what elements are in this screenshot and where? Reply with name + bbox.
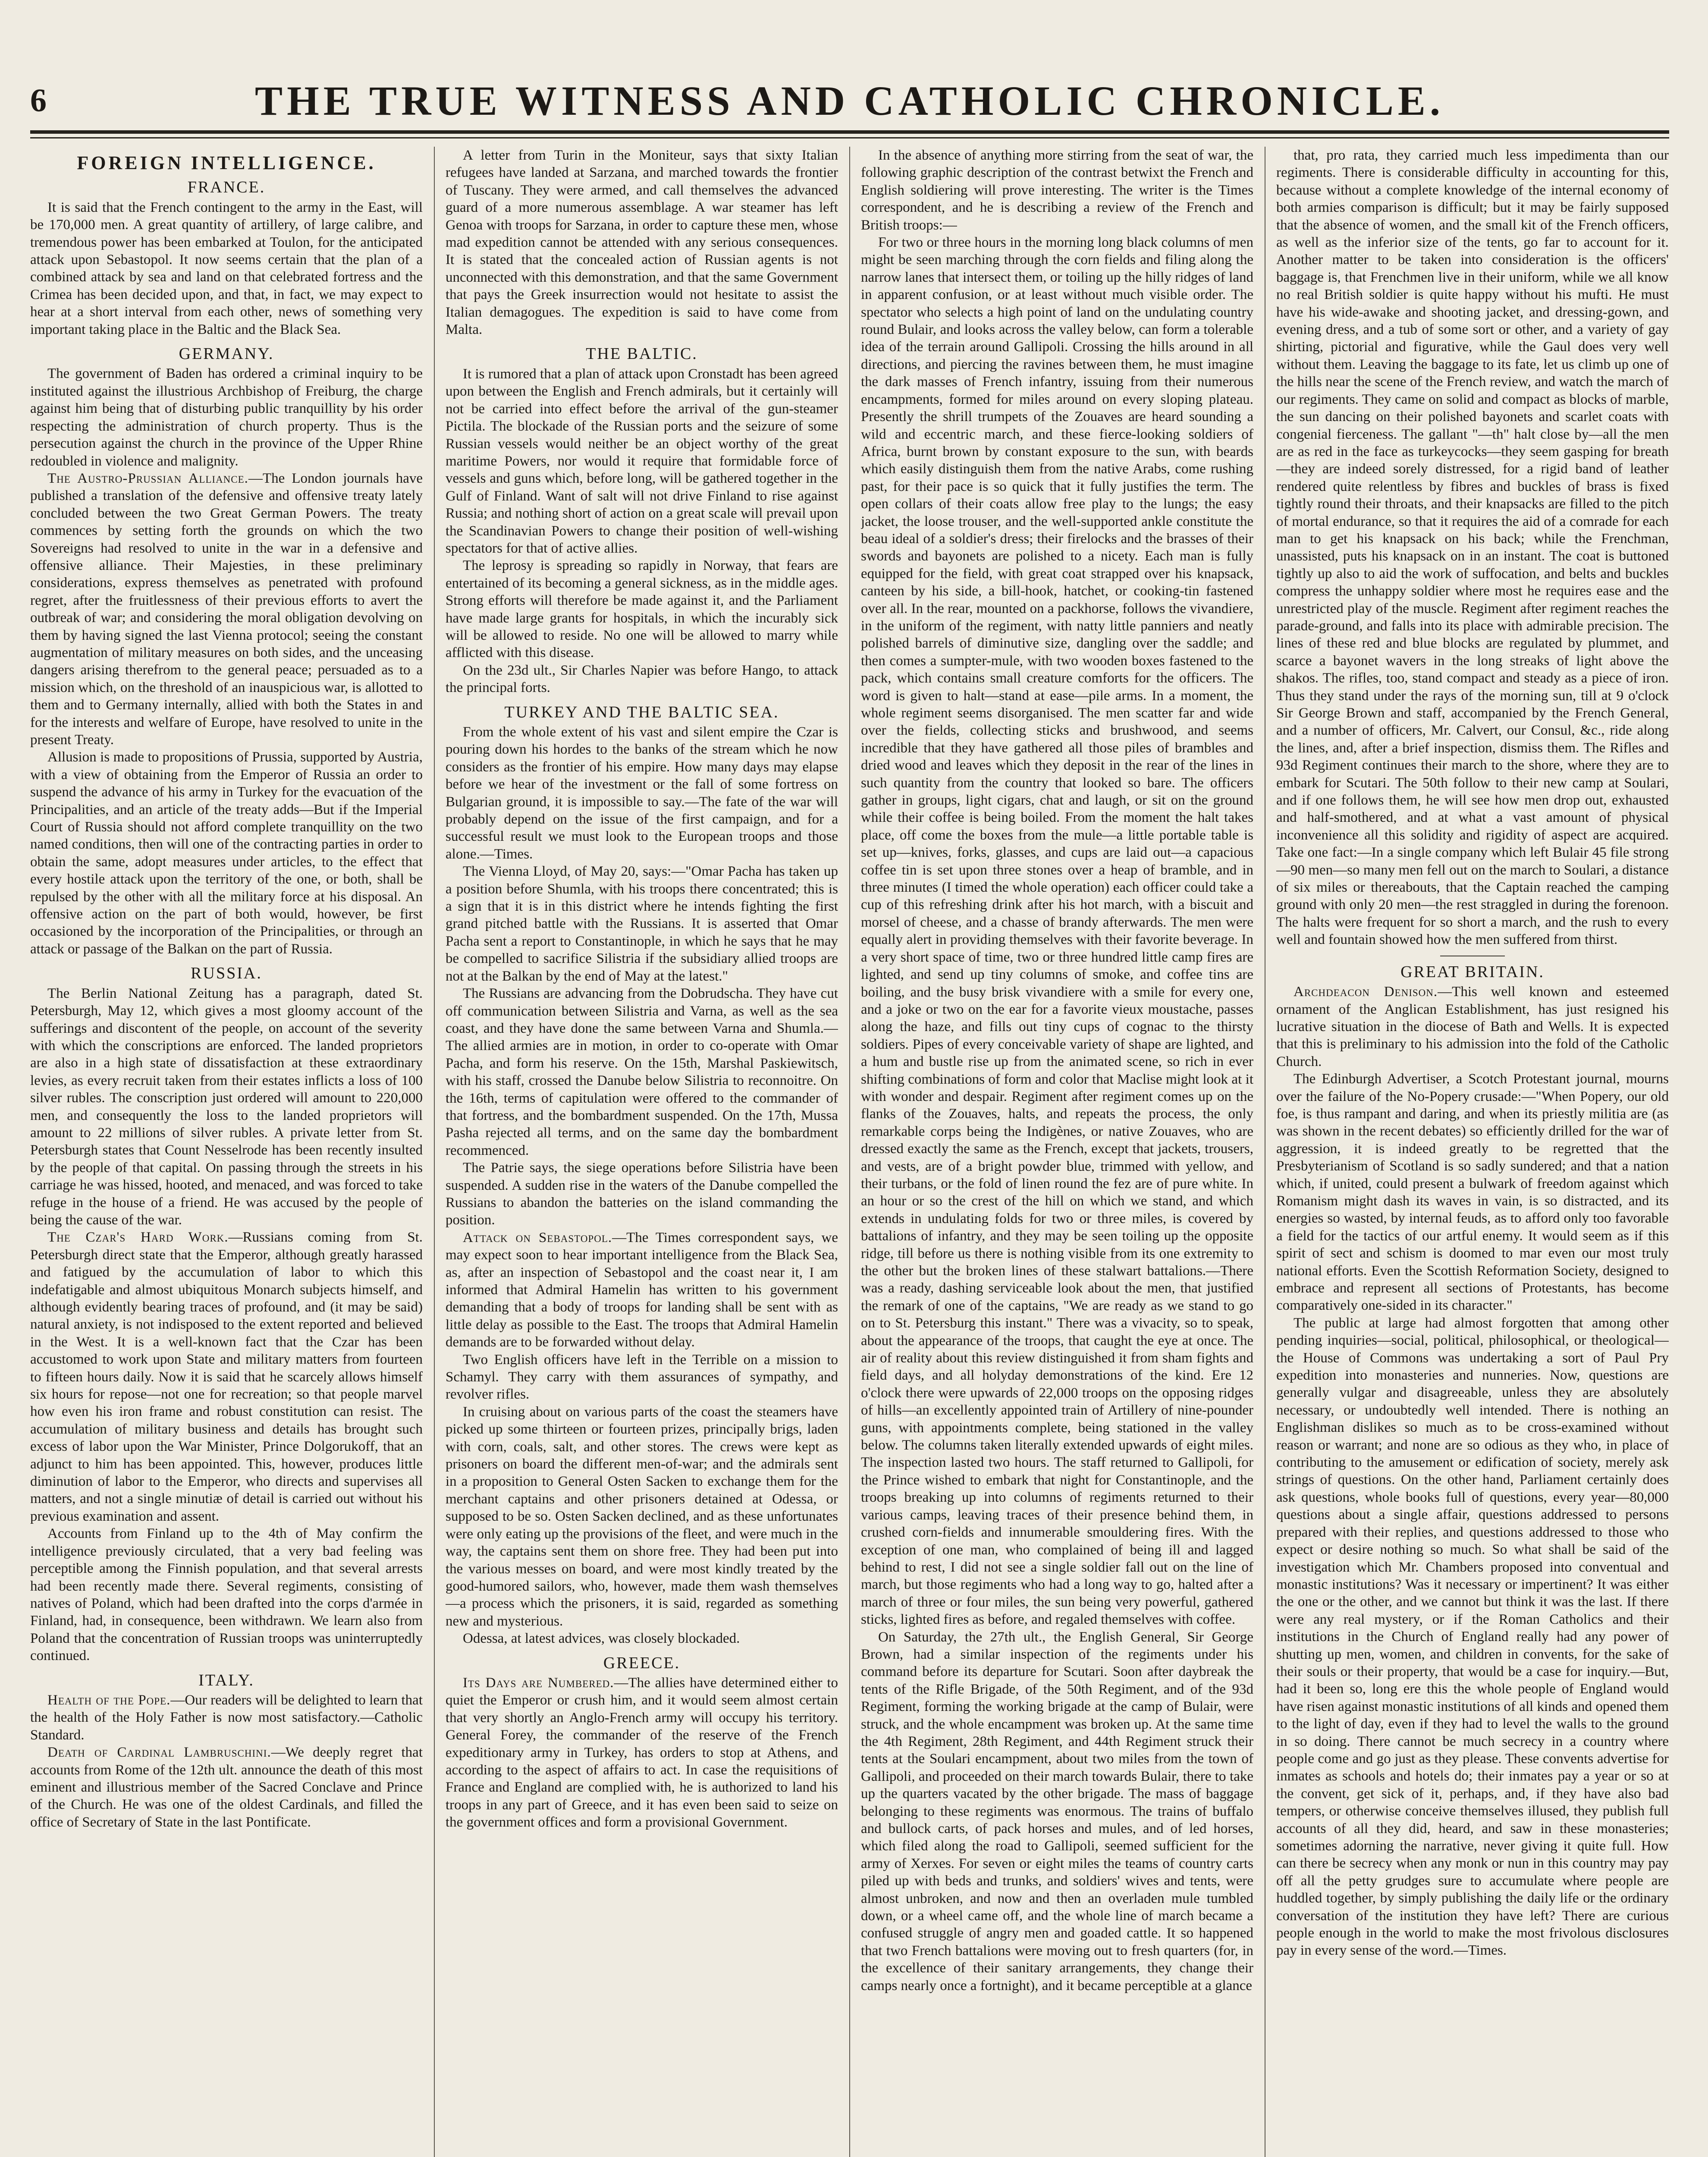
article-paragraph: The government of Baden has ordered a criminal inquiry to be instituted against the illustrious Archbishop of Freiburg, the charge against him being that of disturbing public tranquillity by his order respecting the administration of church property. Thus is the persecution against the church in the province of the Upper Rhine redoubled in violence and malignity. (30, 366, 423, 469)
page-number: 6 (30, 82, 47, 119)
paragraph-text: —The allies have determined either to quiet the Emperor or crush him, and it would seem almost certain that very shortly an Anglo-French army will occupy his territory. General Forey, the commander of the reserve of the French expeditionary army in Turkey, has orders to stop at Athens, and according to the aspect of affairs to act. In case the requisitions of France and England are complied with, he is authorized to land his troops in any part of Greece, and it has even been said to seize on the government offices and form a provisional Government. (446, 1675, 838, 1830)
article-paragraph: The public at large had almost forgotten that among other pending inquiries—social, political, philosophical, or theological—the House of Commons was undertaking a sort of Paul Pry expedition into monasteries and nunneries. Now, questions are generally vulgar and disagreeable, unless they are absolutely necessary, or undoubtedly well intended. There is nothing an Englishman dislikes so much as to be cross-examined without reason or warrant; and none are so odious as they who, in place of contributing to the amusement or edification of society, merely ask strings of questions. On the other hand, Parliament certainly does ask questions, whole books full of questions, every year—80,000 questions about a single affair, questions addressed to persons prepared with their replies, and questions addressed to those who expect or desire nothing so much. So what shall be said of the investigation which Mr. Chambers proposed into conventual and monastic institutions? Was it necessary or impertinent? It was either the one or the other, and we cannot but think it was the last. If there were any real mystery, or if the Roman Catholics and their institutions in the Church of England really had any power of shutting up men, women, and children in convents, for the sake of their souls or their property, that would be a case for inquiry.—But, had it been so, long ere this the whole people of England would have risen against monastic institutions of all kinds and opened them to the light of day, even if they had to level the walls to the ground in so doing. There cannot be much secrecy in a country where people come and go just as they please. These convents advertise for inmates as schools and hotels do; their inmates pay a year or so at the convent, get sick of it, perhaps, and, if they have also bad tempers, or otherwise conceive themselves illused, they publish full accounts of all they did, heard, and saw in these monasteries; sometimes adorning the narrative, never giving it quite full. How can there be secrecy when any monk or nun in this country may pay off all the petty grudges sure to accumulate where people are huddled together, by simply publishing the daily life or the ordinary conversation of the institution they have left? There are curious people enough in the world to make the most frivolous disclosures pay in every sense of the word.—Times. (1276, 1315, 1669, 1959)
paragraph-lead: Attack on Sebastopol. (463, 1229, 612, 1245)
article-paragraph: On Saturday, the 27th ult., the English General, Sir George Brown, had a similar inspection of the regiments under his command before its departure for Scutari. Soon after daybreak the tents of the Rifle Brigade, of the 50th Regiment, and of the 93d Regiment, forming the working brigade at the camp of Bulair, were struck, and the whole encampment was broken up. At the same time the 4th Regiment, 28th Regiment, and 44th Regiment struck their tents at the Soulari encampment, about two miles from the town of Gallipoli, and proceeded on their march towards Bulair, there to take up the quarters vacated by the other brigade. The mass of baggage belonging to these regiments was enormous. The trains of buffalo and bullock carts, of pack horses and mules, and of led horses, which filed along the road to Gallipoli, seemed sufficient for the army of Xerxes. For seven or eight miles the teams of country carts piled up with beds and trunks, and soldiers' wives and tents, were almost unbroken, and now and then an overladen mule tumbled down, or a wheel came off, and the whole line of march became a confused struggle of angry men and goaded cattle. It so happened that two French battalions were moving out to fresh quarters (for, in the excellence of their sanitary arrangements, they change their camps nearly once a fortnight), and it became perceptible at a glance (861, 1629, 1253, 1993)
paragraph-text: —This well known and esteemed ornament of the Anglican Establishment, has just resigned his lucrative situation in the diocese of Bath and Wells. It is expected that this is preliminary to his admission into the fold of the Catholic Church. (1276, 984, 1669, 1069)
paragraph-text: —We deeply regret that accounts from Rome of the 12th ult. announce the death of this most eminent and illustrious member of the Sacred Conclave and Prince of the Church. He was one of the oldest Cardinals, and filled the office of Secretary of State in the last Pontificate. (30, 1745, 423, 1830)
article-paragraph: For two or three hours in the morning long black columns of men might be seen marching through the corn fields and filing along the narrow lanes that intersect them, or toiling up the hilly ridges of land in apparent confusion, or at least without much visible order. The spectator who selects a high point of land on the undulating country round Bulair, and looks across the valley below, can form a tolerable idea of the terrain around Gallipoli. Crossing the hills around in all directions, and piercing the ravines between them, he must imagine the dark masses of French infantry, issuing from their numerous encampments, formed for miles around on every sloping plateau. Presently the shrill trumpets of the Zouaves are heard sounding a wild and eccentric march, and these fierce-looking soldiers of Africa, burnt brown by constant exposure to the sun, with beards which easily distinguish them from the native Arabs, come rushing past, for their pace is so quick that it fully justifies the term. The open collars of their coats allow free play to the lungs; the easy jacket, the loose trouser, and the well-supported ankle constitute the beau ideal of a soldier's dress; their firelocks and the brasses of their swords and bayonets are polished to a nicety. Each man is fully equipped for the field, with great coat strapped over his knapsack, canteen by his side, a bill-hook, hatchet, or cooking-tin fastened over all. In the rear, mounted on a packhorse, follows the vivandiere, in the uniform of the regiment, with natty little panniers and neatly polished barrels of diminutive size, dangling over the saddle; and then comes a sumpter-mule, with two wooden boxes fastened to the pack, which contains small creature comforts for the officers. The word is given to halt—stand at ease—pile arms. In a moment, the whole regiment seems disorganised. The men scatter far and wide over the fields, collecting sticks and brushwood, and seems incredible that they have gathered all those piles of brambles and dried wood and leaves which they deposit in the rear of the lines in such quantity from the country that looked so bare. The officers gather in groups, light cigars, chat and laugh, or sit on the ground while their coffee is being boiled. From the moment the halt takes place, off come the boxes from the mule—a little portable table is set up—knives, forks, glasses, and cups are laid out—a capacious coffee tin is set upon three stones over a heap of bramble, and in three minutes (I timed the whole operation) each officer could take a cup of this refreshing drink after his hot march, with a biscuit and morsel of cheese, and a chasse of brandy afterwards. The men were equally alert in providing themselves with their favorite beverage. In a very short space of time, two or three hundred little camp fires are lighted, and send up tiny columns of smoke, and coffee tins are boiling, and the busy brisk vivandiere with a smile for every one, and a joke or two on the ear for a favorite vieux moustache, passes along the haze, and fills out tiny cups of cognac to the thirsty soldiers. Pipes of every conceivable variety of shape are lighted, and a hum and bustle rise up from the animated scene, so rich in ever shifting combinations of form and color that Maclise might look at it with wonder and despair. Regiment after regiment comes up on the flanks of the Zouaves, halts, and repeats the process, the only remarkable corps being the Indigènes, or native Zouaves, who are dressed exactly the same as the French, except that jackets, trousers, and vests, are of a bright powder blue, trimmed with yellow, and their turbans, or the fold of linen round the fez are of pure white. In an hour or so the crest of the hill on which we stand, and which extends in undulating folds for two or three miles, is covered by battalions of infantry, and they may be seen toiling up the opposite ridge, till before us there is nothing visible from its one extremity to the other but the broken lines of these stalwart battalions.—There was a ready, dashing serviceable look about the men, that justified the remark of one of the captains, "We are ready as we stand to go on to St. Petersburg this instant." There was a vivacity, so to speak, about the appearance of the troops, that caught the eye at once. The air of reality about this review distinguished it from sham fights and field days, and all holyday demonstrations of the kind. Ere 12 o'clock there were upwards of 22,000 troops on the opposing ridges of hills—an excellently appointed train of Artillery of nine-pounder guns, with appointments complete, being stationed in the valley below. The columns taken literally extended upwards of eight miles. The inspection lasted two hours. The staff returned to Gallipoli, for the Prince wished to embark that night for Constantinople, and the troops breaking up into columns of regiments returned to their various camps, leaving traces of their presence behind them, in crushed corn-fields and innumerable smouldering fires. With the exception of one man, who complained of being ill and lagged behind to rest, I did not see a single soldier fall out on the line of march, but those regiments who had a long way to go, halted after a march of three or four miles, the sun being very powerful, gathered sticks, lighted fires as before, and regaled themselves with coffee. (861, 235, 1253, 1628)
section-heading-turkey-baltic: TURKEY AND THE BALTIC SEA. (504, 703, 779, 721)
section-heading-foreign-intelligence: FOREIGN INTELLIGENCE. (77, 152, 376, 173)
section-heading-greece: GREECE. (603, 1654, 681, 1672)
paragraph-lead: Archdeacon Denison. (1294, 984, 1438, 1000)
article-paragraph: The Edinburgh Advertiser, a Scotch Protestant journal, mourns over the failure of the No-Popery crusade:—"When Popery, our old foe, is thus rampant and daring, and when its priestly militia are (as was shown in the recent debates) so efficiently drilled for the war of aggression, it is indeed greatly to be regretted that the Presbyterianism of Scotland is so sadly sundered; and that a nation which, if united, could present a bulwark of freedom against which Romanism might dash its waves in vain, is so distracted, and its energies so wasted, by internal feuds, as to afford only too favorable a field for the tactics of our artful enemy. It would seem as if this spirit of sect and schism is doomed to mar even our most truly national efforts. Even the Scottish Reformation Society, designed to embrace and represent all sections of Protestants, has become comparatively one-sided in its character." (1276, 1071, 1669, 1314)
article-paragraph: The Berlin National Zeitung has a paragraph, dated St. Petersburgh, May 12, which gives a most gloomy account of the sufferings and discontent of the people, on account of the severity with which the conscriptions are enforced. The landed proprietors are also in a high state of dissatisfaction at these extraordinary levies, as every recruit taken from their estates inflicts a loss of 100 silver rubles. The conscription just ordered will amount to 220,000 men, and consequently the loss to the landed proprietors will amount to 22 millions of silver rubles. A private letter from St. Petersburgh states that Count Nesselrode has been recently insulted by the people of that capital. On passing through the streets in his carriage he was hissed, hooted, and menaced, and was forced to take refuge in the house of a friend. He was accused by the people of being the cause of the war. (30, 985, 423, 1228)
article-paragraph: Allusion is made to propositions of Prussia, supported by Austria, with a view of obtaining from the Emperor of Russia an order to suspend the advance of his army in Turkey for the evacuation of the Principalities, and an article of the treaty adds—But if the Imperial Court of Russia should not afford complete tranquillity on the two named conditions, then will one of the contracting parties in order to obtain the same, adopt measures under articles, to the effect that every hostile attack upon the territory of the one, or both, shall be repulsed by the other with all the military force at his disposal. An offensive action on the part of both would, however, be first occasioned by the incorporation of the Principalities, or through an attack or passage of the Balkan on the part of Russia. (30, 749, 423, 957)
article-paragraph: From the whole extent of his vast and silent empire the Czar is pouring down his hordes to the banks of the stream which he now considers as the frontier of his empire. How many days may elapse before we hear of the investment or the fall of some fortress on Bulgarian ground, it is impossible to say.—The fate of the war will probably depend on the issue of the first campaign, and for a successful result we must look to the European troops and those alone.—Times. (446, 724, 838, 862)
paragraph-lead: Death of Cardinal Lambruschini. (47, 1745, 271, 1761)
column-2 (446, 147, 838, 2157)
article-paragraph (30, 1229, 423, 1525)
article-paragraph: Accounts from Finland up to the 4th of May confirm the intelligence previously circulated, that a very bad feeling was perceptible among the Finnish population, and that several arrests had been recently made there. Several regiments, consisting of natives of Poland, which had been drafted into the corps d'armée in Finland, had, in consequence, been withdrawn. We learn also from Poland that the concentration of Russian troops was uninterruptedly continued. (30, 1526, 423, 1664)
article-paragraph: In cruising about on various parts of the coast the steamers have picked up some thirteen or fourteen prizes, principally brigs, laden with corn, coals, salt, and other stores. The crews were kept as prisoners on board the different men-of-war; and the admirals sent in a proposition to General Osten Sacken to exchange them for the merchant captains and other prisoners detained at Odessa, or supposed to be so. Osten Sacken declined, and as these unfortunates were only eating up the provisions of the fleet, and were much in the way, the captains sent them on shore free. They had been put into the various messes on board, and were most kindly treated by the good-humored sailors, who, however, made them wash themselves—a process which the prisoners, it is said, regarded as something new and mysterious. (446, 1404, 838, 1629)
article-paragraph: It is said that the French contingent to the army in the East, will be 170,000 men. A great quantity of artillery, of large calibre, and tremendous power has been embarked at Toulon, for the anticipated attack upon Sebastopol. It now seems certain that the plan of a combined attack by sea and land on that celebrated fortress and the Crimea has been decided upon, and that, in fact, we may expect to hear at a short interval from each other, news of something very important taking place in the Baltic and the Black Sea. (30, 199, 423, 337)
article-paragraph: On the 23d ult., Sir Charles Napier was before Hango, to attack the principal forts. (446, 662, 838, 696)
article-paragraph (446, 1229, 838, 1351)
article-paragraph: In the absence of anything more stirring from the seat of war, the following graphic description of the contrast betwixt the French and English soldiering will prove interesting. The writer is the Times correspondent, and he is describing a review of the French and British troops:— (861, 148, 1253, 233)
paragraph-lead: The Austro-Prussian Alliance. (47, 470, 248, 486)
column-1 (30, 147, 423, 2157)
section-heading-russia: RUSSIA. (191, 964, 262, 983)
section-heading-italy: ITALY. (198, 1671, 254, 1689)
article-paragraph: that, pro rata, they carried much less impedimenta than our regiments. There is considerable difficulty in accounting for this, because without a complete knowledge of the internal economy of both armies comparison is difficult; but it may be fairly supposed that the absence of women, and the small kit of the French officers, as well as the inferior size of the tents, go far to account for it. Another matter to be taken into consideration is the officers' baggage is, that Frenchmen live in their uniform, while we all know no real British soldier is quite happy without his mufti. He must have his wide-awake and shooting jacket, and dressing-gown, and evening dress, and a tub of some sort or other, and a variety of gay shirting, pictorial and figurative, while the Gaul does very well without them. Leaving the baggage to its fate, let us climb up one of the hills near the scene of the French review, and watch the march of our regiments. They came on solid and compact as blocks of marble, the sun dancing on their polished bayonets and scarlet coats with congenial fierceness. The gallant "—th" halt close by—all the men are as red in the face as turkeycocks—they seem gasping for breath—they are indeed sorely distressed, for a rigid band of leather rendered quite relentless by fibres and buckles of brass is fixed tightly round their throats, and their knapsacks are filled to the pitch of mortal endurance, so that it requires the aid of a comrade for each man to get his knapsack on his back; while the Frenchman, unassisted, puts his knapsack on in an instant. The coat is buttoned tightly up also to aid the work of suffocation, and belts and buckles compress the unhappy soldier where most he requires ease and the unrestricted play of the muscle. Regiment after regiment reaches the parade-ground, and falls into its place with admirable precision. The lines of these red and blue blocks are regulated by plummet, and scarce a bayonet wavers in the long streaks of light above the shakos. The rifles, too, stand compact and steady as a piece of iron. Thus they stand under the rays of the morning sun, till at 9 o'clock Sir George Brown and staff, accompanied by the French General, and a number of officers, Mr. Calvert, our Consul, &c., ride along the lines, and, after a brief inspection, dismiss them. The Rifles and 93d Regiment continues their march to the shore, where they are to embark for Scutari. The 50th follow to their new camp at Soulari, and if one follows them, he will see how men drop out, exhausted and half-smothered, and at what a vast amount of physical inconvenience all this solidity and rigidity of aspect are acquired. Take one fact:—In a single company which left Bulair 45 file strong—90 men—so many men fell out on the march to Soulari, a distance of six miles or thereabouts, that the Captain reached the camping ground with only 20 men—the rest straggled in during the forenoon. The halts were frequent for so short a march, and the rush to every well and fountain showed how the men suffered from thirst. (1276, 148, 1669, 948)
section-heading-france: FRANCE. (187, 178, 266, 197)
section-heading-great-britain: GREAT BRITAIN. (1400, 962, 1545, 981)
masthead-rule-thin (30, 137, 1669, 138)
article-paragraph (1276, 983, 1669, 1070)
section-heading-germany: GERMANY. (179, 345, 274, 363)
column-4 (1276, 147, 1669, 2157)
column-divider (434, 147, 435, 2157)
article-paragraph (446, 1674, 838, 1831)
article-paragraph: It is rumored that a plan of attack upon Cronstadt has been agreed upon between the English and French admirals, but it certainly will not be carried into effect before the arrival of the gun-steamer Pictila. The blockade of the Russian ports and the seizure of some Russian vessels would neither be an object worthy of the great maritime Powers, nor would it require that formidable force of vessels and guns which, before long, will be gathered together in the Gulf of Finland. Want of salt will not drive Finland to rise against Russia; and nothing short of action on a great scale will prevail upon the Scandinavian Powers to change their position of well-wishing spectators for that of active allies. (446, 366, 838, 556)
paragraph-text: —Russians coming from St. Petersburgh direct state that the Emperor, although greatly harassed and fatigued by the accumulation of labor to which this indefatigable and almost ubiquitous Monarch subjects himself, and although evidently bearing traces of profound, and (it may be said) natural anxiety, is not indisposed to the extent reported and believed in the West. It is a well-known fact that the Czar has been accustomed to work upon State and military matters from fourteen to fifteen hours daily. Now it is said that he scarcely allows himself six hours for repose—not one for recreation; so that people marvel how even his iron frame and robust constitution can resist. The accumulation of military business and details has brought such excess of labor upon the War Minister, Prince Dolgorukoff, that an adjunct to him has been appointed. This, however, produces little diminution of labor to the Emperor, who directs and supervises all matters, and not a single minutiæ of detail is carried out without his previous examination and assent. (30, 1229, 423, 1524)
newspaper-title: THE TRUE WITNESS AND CATHOLIC CHRONICLE. (255, 78, 1444, 124)
masthead (30, 65, 1669, 129)
masthead-rule-thick (30, 130, 1669, 134)
article-paragraph (30, 1692, 423, 1744)
paragraph-lead: The Czar's Hard Work. (47, 1229, 229, 1245)
paragraph-lead: Its Days are Numbered. (463, 1675, 614, 1691)
article-paragraph: The Russians are advancing from the Dobrudscha. They have cut off communication between Silistria and Varna, as well as the sea coast, and they have done the same between Varna and Shumla.—The allied armies are in motion, in order to co-operate with Omar Pacha, and form his reserve. On the 15th, Marshal Paskiewitsch, with his staff, crossed the Danube below Silistria to reconnoitre. On the 16th, terms of capitulation were offered to the commander of that fortress, and the bombardment suspended. On the 17th, Mussa Pasha rejected all terms, and on the same day the bombardment recommenced. (446, 986, 838, 1158)
paragraph-text: —The Times correspondent says, we may expect soon to hear important intelligence from the Black Sea, as, after an inspection of Sebastopol and the coast near it, I am informed that Admiral Hamelin has written to his government demanding that a body of troops for landing shall be sent with as little delay as possible to the East. The troops that Admiral Hamelin demands are to be forwarded without delay. (446, 1229, 838, 1350)
paragraph-text: —Our readers will be delighted to learn that the health of the Holy Father is now most satisfactory.—Catholic Standard. (30, 1692, 423, 1743)
article-paragraph: The leprosy is spreading so rapidly in Norway, that fears are entertained of its becoming a general sickness, as in the middle ages. Strong efforts will therefore be made against it, and the Parliament have made large grants for hospitals, in which the incurably sick will be allowed to reside. No one will be allowed to marry while afflicted with this disease. (446, 558, 838, 661)
article-paragraph: Two English officers have left in the Terrible on a mission to Schamyl. They carry with them assurances of sympathy, and revolver rifles. (446, 1352, 838, 1402)
columns (30, 147, 1669, 2157)
article-paragraph (30, 470, 423, 749)
article-paragraph: A letter from Turin in the Moniteur, says that sixty Italian refugees have landed at Sarzana, and marched towards the frontier of Tuscany. They were armed, and call themselves the advanced guard of a more numerous assemblage. A war steamer has left Genoa with troops for Sarzana, in order to capture these men, whose mad expedition cannot be attended with any serious consequences. It is stated that the concealed action of Russian agents is not unconnected with this demonstration, and that the same Government that pays the Greek insurrection would not hesitate to assist the Italian demagogues. The expedition is said to have come from Malta. (446, 148, 838, 338)
article-paragraph: Odessa, at latest advices, was closely blockaded. (463, 1631, 740, 1647)
column-divider (849, 147, 850, 2157)
paragraph-lead: Health of the Pope. (47, 1692, 171, 1708)
article-paragraph: The Patrie says, the siege operations before Silistria have been suspended. A sudden rise in the waters of the Danube compelled the Russians to abandon the batteries on the island commanding the position. (446, 1160, 838, 1228)
paragraph-text: —The London journals have published a translation of the defensive and offensive treaty lately concluded between the two Great German Powers. The treaty commences by setting forth the grounds on which the two Sovereigns had resolved to unite in the war in a defensive and offensive alliance. Their Majesties, in these preliminary considerations, express themselves as penetrated with profound regret, after the fruitlessness of their previous efforts to avert the outbreak of war; and considering the moral obligation devolving on them by having signed the last Vienna protocol; seeing the constant augmentation of military measures on both sides, and the unceasing dangers arising therefrom to the general peace; persuaded as to a mission which, on the threshold of an inauspicious war, is allotted to them and to Germany internally, allied with both the States in and for the interests and welfare of Europe, have resolved to unite in the present Treaty. (30, 470, 423, 748)
section-heading-baltic: THE BALTIC. (586, 345, 698, 363)
article-paragraph (30, 1744, 423, 1831)
column-3 (861, 147, 1253, 2157)
article-paragraph: The Vienna Lloyd, of May 20, says:—"Omar Pacha has taken up a position before Shumla, with his troops there concentrated; this is a sign that it is in this district where he intends fighting the first grand pitched battle with the Russians. It is asserted that Omar Pacha sent a report to Constantinople, in which he says that he may be compelled to sacrifice Silistria if the subsidiary allied troops are not at the Balkan by the end of May at the latest." (446, 864, 838, 984)
